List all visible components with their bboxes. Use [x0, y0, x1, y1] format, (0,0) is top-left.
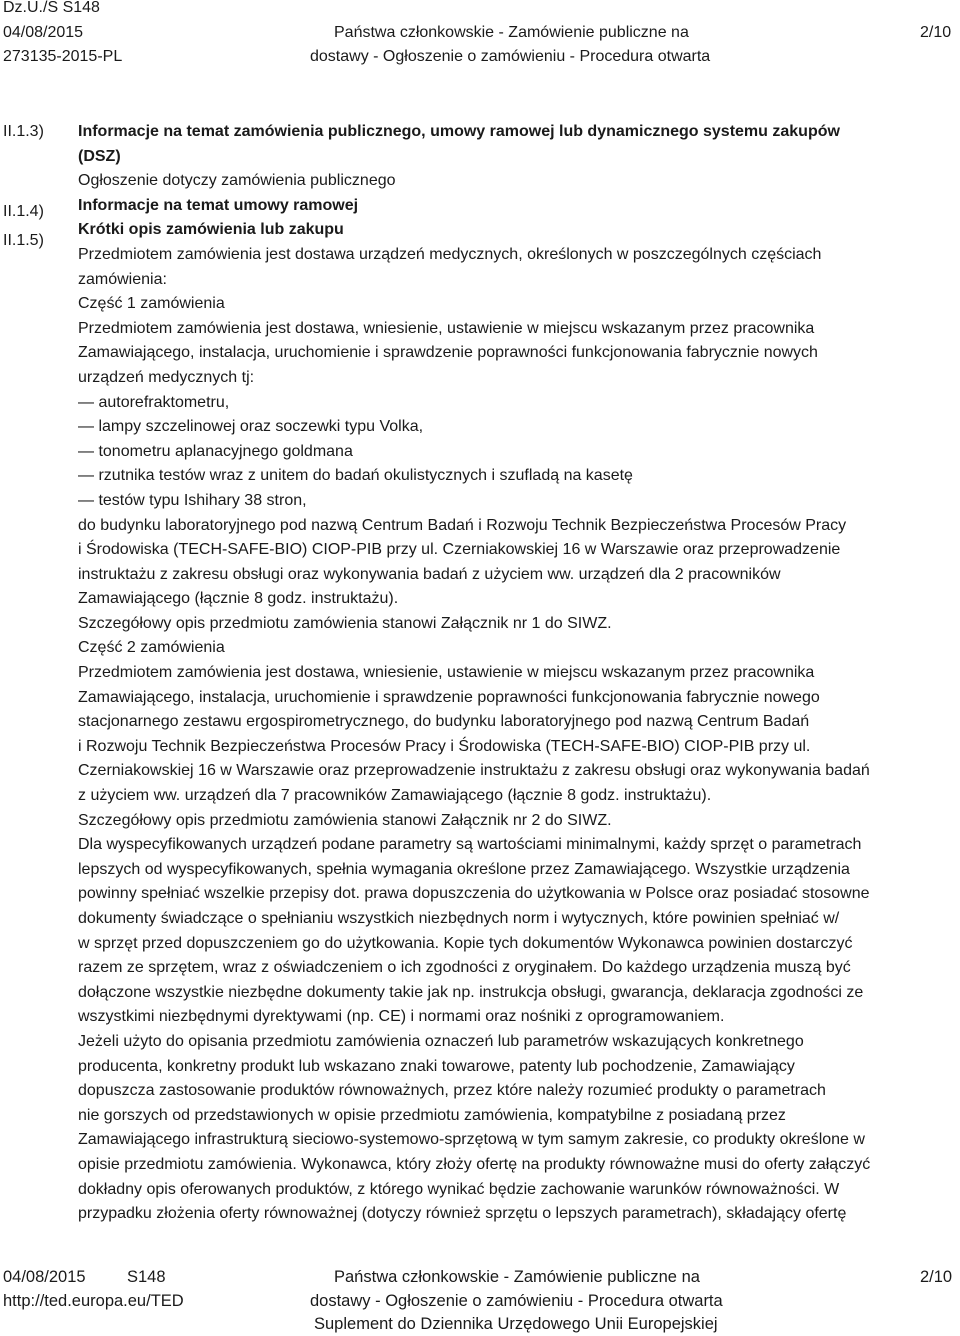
text-line: w sprzęt przed dopuszczeniem go do użytkowania. Kopie tych dokumentów Wykonawca powinien dostarczyć — [78, 934, 853, 952]
section-heading-ii-1-4: Informacje na temat umowy ramowej — [78, 196, 359, 214]
section-heading-ii-1-5: Krótki opis zamówienia lub zakupu — [78, 221, 344, 239]
text-line: producenta, konkretny produkt lub wskazano znaki towarowe, patenty lub pochodzenie, Zamawiający — [78, 1057, 795, 1075]
text-line: z użyciem ww. urządzeń dla 7 pracowników Zamawiającego (łącznie 8 godz. instruktażu). — [78, 787, 712, 805]
text-line: Przedmiotem zamówienia jest dostawa, wniesienie, ustawienie w miejscu wskazanym przez pracownika — [78, 319, 815, 337]
text-line: Dla wyspecyfikowanych urządzeń podane parametry są wartościami minimalnymi, każdy sprzęt o parametrach — [78, 836, 862, 854]
section-heading-ii-1-3: Informacje na temat zamówienia publicznego, umowy ramowej lub dynamicznego systemu zakupów — [78, 123, 840, 140]
footer-title-line1: Państwa członkowskie - Zamówienie publiczne na — [334, 1268, 700, 1286]
text-line: Przedmiotem zamówienia jest dostawa urządzeń medycznych, określonych w poszczególnych częściach — [78, 245, 822, 263]
part-heading: Część 2 zamówienia — [78, 639, 225, 657]
text-line: Szczegółowy opis przedmiotu zamówienia stanowi Załącznik nr 2 do SIWZ. — [78, 811, 612, 829]
text-line: i Rozwoju Technik Bezpieczeństwa Procesów Pracy i Środowiska (TECH-SAFE-BIO) CIOP-PIB przy ul. — [78, 737, 811, 755]
footer-page-number: 2/10 — [920, 1268, 953, 1286]
text-line: instruktażu z zakresu obsługi oraz wykonywania badań z użyciem ww. urządzeń dla 2 pracowników — [78, 565, 781, 583]
footer-date: 04/08/2015 — [3, 1268, 86, 1286]
text-line: Czerniakowskiej 16 w Warszawie oraz przeprowadzenie instruktażu z zakresu obsługi oraz wykonywania badań — [78, 762, 870, 780]
text-line: powinny spełniać wszelkie przepisy dot. prawa dopuszczenia do użytkowania w Polsce oraz posiadać stosowne — [78, 885, 870, 903]
text-line: Przedmiotem zamówienia jest dostawa, wniesienie, ustawienie w miejscu wskazanym przez pracownika — [78, 664, 815, 682]
section-number-ii-1-3: II.1.3) — [3, 123, 44, 140]
list-item: — tonometru aplanacyjnego goldmana — [78, 440, 958, 465]
document-body — [78, 120, 958, 1227]
text-line: urządzeń medycznych tj: — [78, 368, 255, 386]
header-title-line2: dostawy - Ogłoszenie o zamówieniu - Procedura otwarta — [310, 48, 711, 65]
header-notice-id: 273135-2015-PL — [3, 48, 123, 65]
footer-title-line2: dostawy - Ogłoszenie o zamówieniu - Procedura otwarta — [310, 1292, 723, 1310]
text-line: wszystkimi niezbędnymi dyrektywami (np. CE) i normami oraz nośniki z oprogramowaniem. — [78, 1008, 725, 1026]
text-line: Ogłoszenie dotyczy zamówienia publicznego — [78, 172, 396, 190]
list-item: — lampy szczelinowej oraz soczewki typu Volka, — [78, 415, 958, 440]
text-line: dołączone wszystkie niezbędne dokumenty takie jak np. instrukcja obsługi, gwarancja, deklaracja zgodności ze — [78, 983, 864, 1001]
text-line: opisie przedmiotu zamówienia. Wykonawca, który złoży ofertę na produkty równoważne musi do oferty załączyć — [78, 1155, 871, 1173]
text-line: Zamawiającego infrastrukturą sieciowo-systemowo-sprzętową w tym samym zakresie, co produkty określone w — [78, 1131, 865, 1149]
list-item: — autorefraktometru, — [78, 391, 958, 416]
footer-url: http://ted.europa.eu/TED — [3, 1292, 184, 1310]
text-line: Szczegółowy opis przedmiotu zamówienia stanowi Załącznik nr 1 do SIWZ. — [78, 614, 612, 632]
header-doc-ref: Dz.U./S S148 — [3, 0, 100, 16]
section-number-ii-1-4: II.1.4) — [3, 203, 44, 220]
text-line: i Środowiska (TECH-SAFE-BIO) CIOP-PIB przy ul. Czerniakowskiej 16 w Warszawie oraz przeprowadzenie — [78, 541, 841, 559]
text-line: razem ze sprzętem, wraz z oświadczeniem o ich zgodności z oryginałem. Do każdego urządzenia muszą być — [78, 959, 851, 977]
text-line: dokładny opis oferowanych produktów, z którego wynikać będzie zachowanie warunków równoważności. W — [78, 1180, 840, 1198]
header-date: 04/08/2015 — [3, 24, 84, 41]
text-line: stacjonarnego zestawu ergospirometrycznego, do budynku laboratoryjnego pod nazwą Centrum Badań — [78, 713, 810, 731]
part-heading: Część 1 zamówienia — [78, 295, 225, 313]
text-line: lepszych od wyspecyfikowanych, spełnia wymagania określone przez Zamawiającego. Wszystkie urządzenia — [78, 860, 850, 878]
text-line: Zamawiającego (łącznie 8 godz. instruktażu). — [78, 590, 399, 608]
section-number-ii-1-5: II.1.5) — [3, 232, 44, 249]
text-line: Zamawiającego, instalacja, uruchomienie i sprawdzenie poprawności funkcjonowania fabrycznie nowego — [78, 688, 820, 706]
text-line: Jeżeli użyto do opisania przedmiotu zamówienia oznaczeń lub parametrów wskazujących konkretnego — [78, 1032, 804, 1050]
text-line: przypadku złożenia oferty równoważnej (dotyczy również sprzętu o lepszych parametrach), składający ofertę — [78, 1205, 847, 1223]
footer-series: S148 — [127, 1268, 166, 1286]
header-page-number: 2/10 — [920, 24, 952, 41]
text-line: do budynku laboratoryjnego pod nazwą Centrum Badań i Rozwoju Technik Bezpieczeństwa Procesów Pracy — [78, 516, 847, 534]
text-line: nie gorszych od przedstawionych w opisie przedmiotu zamówienia, kompatybilne z posiadaną przez — [78, 1106, 786, 1124]
header-title-line1: Państwa członkowskie - Zamówienie publiczne na — [334, 24, 689, 41]
text-line: zamówienia: — [78, 270, 167, 288]
text-line: Zamawiającego, instalacja, uruchomienie i sprawdzenie poprawności funkcjonowania fabrycznie nowych — [78, 344, 818, 362]
text-line: dopuszcza zastosowanie produktów równoważnych, przez które należy rozumieć produkty o parametrach — [78, 1082, 826, 1100]
text-line: dokumenty świadczące o spełnianiu wszystkich niezbędnych norm i wytycznych, które powinien spełniać w/ — [78, 910, 840, 927]
list-item: — testów typu Ishihary 38 stron, — [78, 489, 958, 514]
list-item: — rzutnika testów wraz z unitem do badań okulistycznych i szufladą na kasetę — [78, 464, 958, 489]
footer-title-line3: Suplement do Dziennika Urzędowego Unii Europejskiej — [314, 1315, 718, 1333]
section-heading-ii-1-3-cont: (DSZ) — [78, 147, 121, 165]
